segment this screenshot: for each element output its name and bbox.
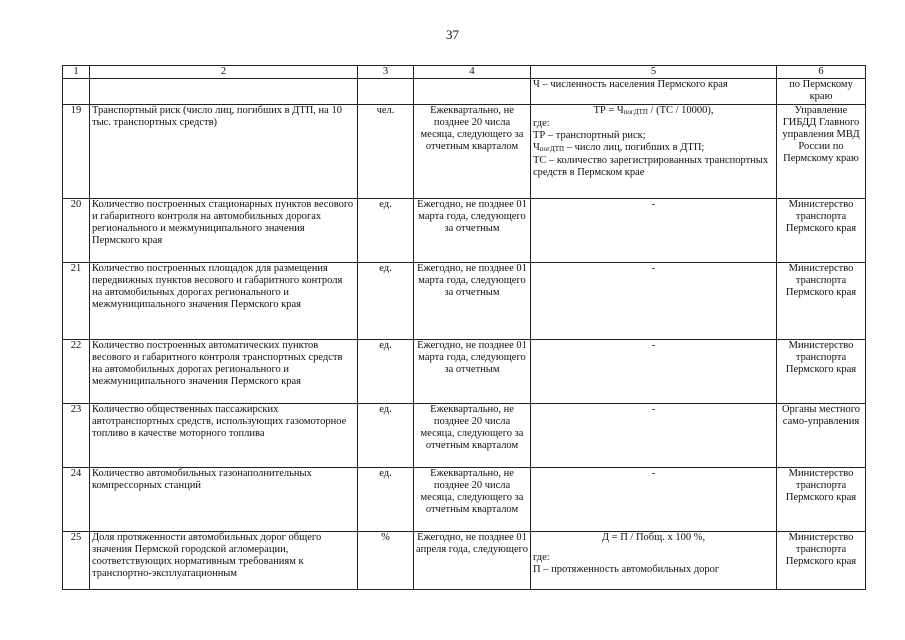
source-cell: Министерство транспорта Пермского края	[777, 199, 866, 263]
unit-cell: ед.	[358, 199, 414, 263]
indicator-name: Количество общественных пассажирских автотранспортных средств, использующих газомоторное топливо в качестве моторного топлива	[90, 404, 358, 468]
period-cell: Ежеквартально, не позднее 20 числа месяца, следующего за отчетным кварталом	[414, 468, 531, 532]
row-number: 23	[63, 404, 90, 468]
formula-def: ТС – количество зарегистрированных транспортных средств в Пермском крае	[533, 155, 769, 178]
table-row	[63, 532, 866, 590]
indicator-name: Количество построенных площадок для размещения передвижных пунктов весового и габаритного контроля на автомобильных дорогах регионального и межмуниципального значения Пермского края	[90, 263, 358, 340]
formula-def: П – протяженность автомобильных дорог	[533, 564, 720, 575]
indicator-name: Количество построенных автоматических пунктов весового и габаритного контроля транспортных средств на автомобильных дорогах регионального и межмуниципального значения Пермского края	[90, 340, 358, 404]
col-header: 2	[90, 66, 358, 79]
col-header: 5	[531, 66, 777, 79]
source-cell: Министерство транспорта Пермского края	[777, 532, 866, 590]
unit-cell: %	[358, 532, 414, 590]
period-cell: Ежегодно, не позднее 01 марта года, следующего за отчетным	[414, 340, 531, 404]
page-number: 37	[446, 27, 459, 42]
indicator-name: Доля протяженности автомобильных дорог общего значения Пермской городской агломерации, соответствующих нормативным требованиям к транспортно-эксплуатационным	[90, 532, 358, 590]
unit-cell: чел.	[358, 105, 414, 199]
formula-line: Д = П / Побщ. х 100 %,	[601, 532, 706, 543]
source-cell: Министерство транспорта Пермского края	[777, 263, 866, 340]
table-row	[63, 404, 866, 468]
formula-line: ТР = ЧпогДТП / (ТС / 10000),	[593, 105, 714, 116]
row-number: 19	[63, 105, 90, 199]
indicators-table	[62, 65, 866, 590]
unit-cell: ед.	[358, 468, 414, 532]
formula-cell	[531, 532, 777, 590]
formula-where: где:	[533, 118, 550, 129]
period-cell: Ежегодно, не позднее 01 марта года, следующего за отчетным	[414, 199, 531, 263]
table-row	[63, 263, 866, 340]
formula-cell: -	[531, 199, 777, 263]
formula-def: ТР – транспортный риск;	[533, 130, 646, 141]
table-row	[63, 340, 866, 404]
formula-def: ЧпогДТП – число лиц, погибших в ДТП;	[533, 142, 705, 153]
formula-cell	[531, 105, 777, 199]
col-header: 6	[777, 66, 866, 79]
col-header: 3	[358, 66, 414, 79]
source-cell: Министерство транспорта Пермского края	[777, 340, 866, 404]
unit-cell: ед.	[358, 404, 414, 468]
formula-cell: -	[531, 468, 777, 532]
source-cell: Управление ГИБДД Главного управления МВД России по Пермскому краю	[777, 105, 866, 199]
formula-where: где:	[533, 552, 550, 563]
row-number: 25	[63, 532, 90, 590]
col-header: 4	[414, 66, 531, 79]
period-cell: Ежеквартально, не позднее 20 числа месяца, следующего за отчетным кварталом	[414, 105, 531, 199]
row-number: 24	[63, 468, 90, 532]
period-cell: Ежеквартально, не позднее 20 числа месяца, следующего за отчетным кварталом	[414, 404, 531, 468]
indicator-name: Количество автомобильных газонаполнительных компрессорных станций	[90, 468, 358, 532]
formula-cell: -	[531, 263, 777, 340]
unit-cell: ед.	[358, 340, 414, 404]
table-row-continuation	[63, 79, 866, 105]
col-header: 1	[63, 66, 90, 79]
row-number: 22	[63, 340, 90, 404]
formula-cell: Ч – численность населения Пермского края	[531, 79, 777, 105]
row-number: 21	[63, 263, 90, 340]
row-number: 20	[63, 199, 90, 263]
unit-cell: ед.	[358, 263, 414, 340]
formula-cell: -	[531, 404, 777, 468]
header-row	[63, 66, 866, 79]
source-cell: по Пермскому краю	[777, 79, 866, 105]
formula-cell: -	[531, 340, 777, 404]
indicator-name: Количество построенных стационарных пунктов весового и габаритного контроля на автомобильных дорогах регионального и межмуниципального значения Пермского края	[90, 199, 358, 263]
period-cell: Ежегодно, не позднее 01 марта года, следующего за отчетным	[414, 263, 531, 340]
table-row	[63, 468, 866, 532]
table-row	[63, 199, 866, 263]
source-cell: Министерство транспорта Пермского края	[777, 468, 866, 532]
indicator-name: Транспортный риск (число лиц, погибших в ДТП, на 10 тыс. транспортных средств)	[90, 105, 358, 199]
table-row	[63, 105, 866, 199]
source-cell: Органы местного само-управления	[777, 404, 866, 468]
period-cell: Ежегодно, не позднее 01 апреля года, следующего	[414, 532, 531, 590]
